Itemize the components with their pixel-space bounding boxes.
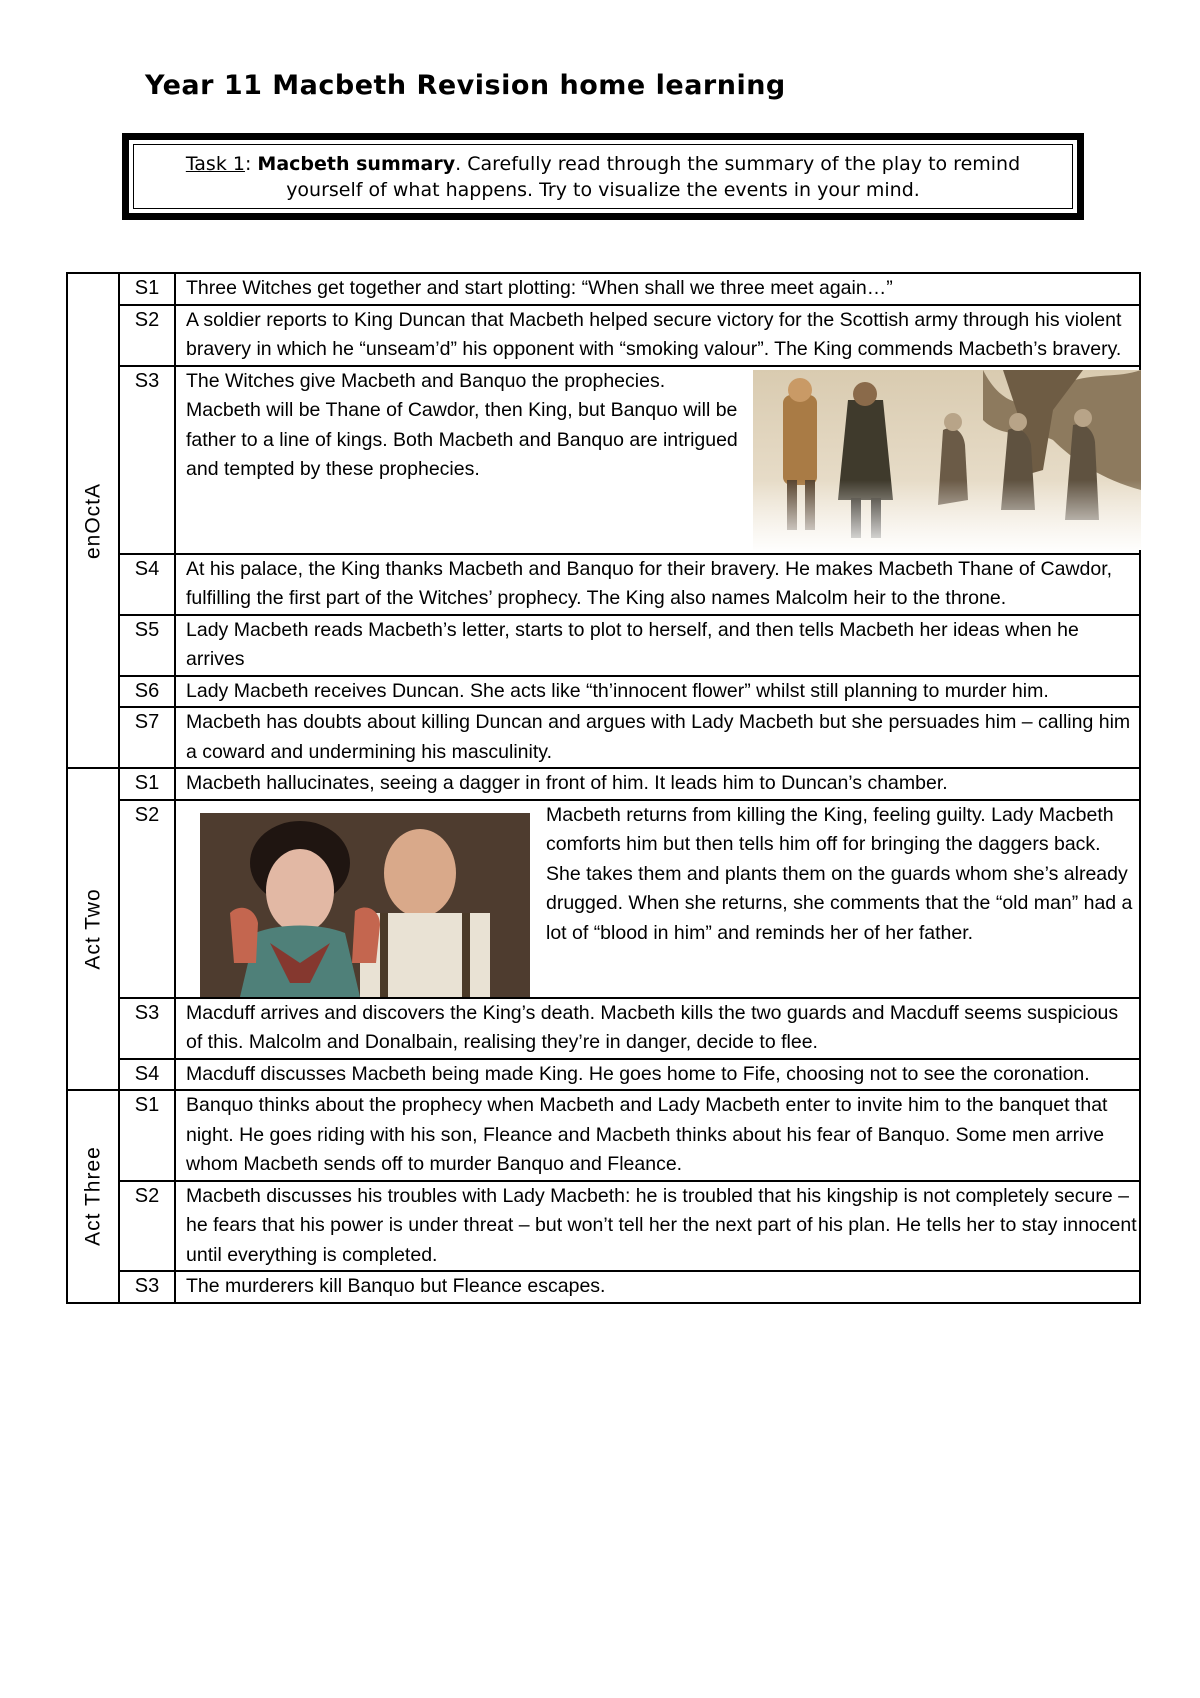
task-heading: Macbeth summary bbox=[257, 152, 456, 175]
table-row bbox=[67, 366, 1140, 554]
scene-number: S1 bbox=[119, 273, 175, 305]
task-instructions: Task 1: Macbeth summary. Carefully read through the summary of the play to remind yourself of what happens. Try to visualize the events in your mind. bbox=[133, 144, 1073, 209]
scene-summary: Macbeth discusses his troubles with Lady Macbeth: he is troubled that his kingship is not completely secure – he fears that his power is under threat – but won’t tell her the next part of his plan. He tells her to stay innocent until everything is completed. bbox=[175, 1181, 1140, 1272]
act-two-cell bbox=[67, 768, 119, 1090]
scene-number: S1 bbox=[119, 1090, 175, 1181]
scene-summary: At his palace, the King thanks Macbeth and Banquo for their bravery. He makes Macbeth Thane of Cawdor, fulfilling the first part of the Witches’ prophecy. The King also names Malcolm heir to the throne. bbox=[175, 554, 1140, 615]
witches-illustration bbox=[753, 370, 1141, 550]
scene-summary: Lady Macbeth reads Macbeth’s letter, starts to plot to herself, and then tells Macbeth her ideas when he arrives bbox=[175, 615, 1140, 676]
act-label: Act Two bbox=[81, 888, 105, 970]
scene-number: S3 bbox=[119, 1271, 175, 1303]
scene-number: S5 bbox=[119, 615, 175, 676]
table-row bbox=[67, 1271, 1140, 1303]
scene-summary: A soldier reports to King Duncan that Macbeth helped secure victory for the Scottish army through his violent bravery in which he “unseam’d” his opponent with “smoking valour”. The King commends Macbeth’s bravery. bbox=[175, 305, 1140, 366]
task-label: Task 1 bbox=[185, 152, 245, 175]
lady-macbeth-photo bbox=[200, 813, 530, 997]
scene-number: S4 bbox=[119, 1059, 175, 1091]
table-row bbox=[67, 554, 1140, 615]
act-three-cell bbox=[67, 1090, 119, 1303]
scene-number: S3 bbox=[119, 998, 175, 1059]
scene-number: S3 bbox=[119, 366, 175, 554]
table-row bbox=[67, 707, 1140, 768]
page-title: Year 11 Macbeth Revision home learning bbox=[145, 70, 786, 101]
table-row bbox=[67, 1090, 1140, 1181]
scene-summary: Lady Macbeth receives Duncan. She acts like “th’innocent flower” whilst still planning to murder him. bbox=[175, 676, 1140, 708]
table-row bbox=[67, 676, 1140, 708]
scene-summary: Macduff discusses Macbeth being made King. He goes home to Fife, choosing not to see the coronation. bbox=[175, 1059, 1140, 1091]
task-frame bbox=[122, 133, 1084, 220]
scene-number: S7 bbox=[119, 707, 175, 768]
scene-number: S1 bbox=[119, 768, 175, 800]
scene-number: S2 bbox=[119, 1181, 175, 1272]
table-row bbox=[67, 305, 1140, 366]
scene-summary: The murderers kill Banquo but Fleance escapes. bbox=[175, 1271, 1140, 1303]
act-label: Act Three bbox=[81, 1146, 105, 1247]
scene-number: S4 bbox=[119, 554, 175, 615]
scene-summary: Macbeth has doubts about killing Duncan and argues with Lady Macbeth but she persuades him – calling him a coward and undermining his masculinity. bbox=[175, 707, 1140, 768]
table-row bbox=[67, 615, 1140, 676]
table-row bbox=[67, 800, 1140, 998]
scene-number: S2 bbox=[119, 305, 175, 366]
scene-summary: Three Witches get together and start plotting: “When shall we three meet again…” bbox=[175, 273, 1140, 305]
scene-summary: Macduff arrives and discovers the King’s death. Macbeth kills the two guards and Macduff seems suspicious of this. Malcolm and Donalbain, realising they’re in danger, decide to flee. bbox=[175, 998, 1140, 1059]
scene-summary: Banquo thinks about the prophecy when Macbeth and Lady Macbeth enter to invite him to the banquet that night. He goes riding with his son, Fleance and Macbeth thinks about his fear of Banquo. Some men arrive whom Macbeth sends off to murder Banquo and Fleance. bbox=[175, 1090, 1140, 1181]
scene-summary: Macbeth hallucinates, seeing a dagger in front of him. It leads him to Duncan’s chamber. bbox=[175, 768, 1140, 800]
scene-number: S6 bbox=[119, 676, 175, 708]
scene-summary: The Witches give Macbeth and Banquo the prophecies. Macbeth will be Thane of Cawdor, then King, but Banquo will be father to a line of kings. Both Macbeth and Banquo are intrigued and tempted by these prophecies. bbox=[186, 369, 738, 480]
summary-table bbox=[66, 272, 1141, 1304]
act-one-cell bbox=[67, 273, 119, 768]
table-row bbox=[67, 1181, 1140, 1272]
table-row bbox=[67, 768, 1140, 800]
table-row bbox=[67, 998, 1140, 1059]
table-row bbox=[67, 1059, 1140, 1091]
act-label: enOctA bbox=[81, 482, 105, 559]
task-text: . Carefully read through the summary of the play to remind yourself of what happens. Try to visualize the events in your mind. bbox=[286, 152, 1021, 201]
scene-summary: Macbeth returns from killing the King, feeling guilty. Lady Macbeth comforts him but then tells him off for bringing the daggers back. She takes them and plants them on the guards whom she’s already drugged. When she returns, she comments that the “old man” had a lot of “blood in him” and reminds her of her father. bbox=[546, 803, 1133, 944]
scene-number: S2 bbox=[119, 800, 175, 998]
table-row bbox=[67, 273, 1140, 305]
